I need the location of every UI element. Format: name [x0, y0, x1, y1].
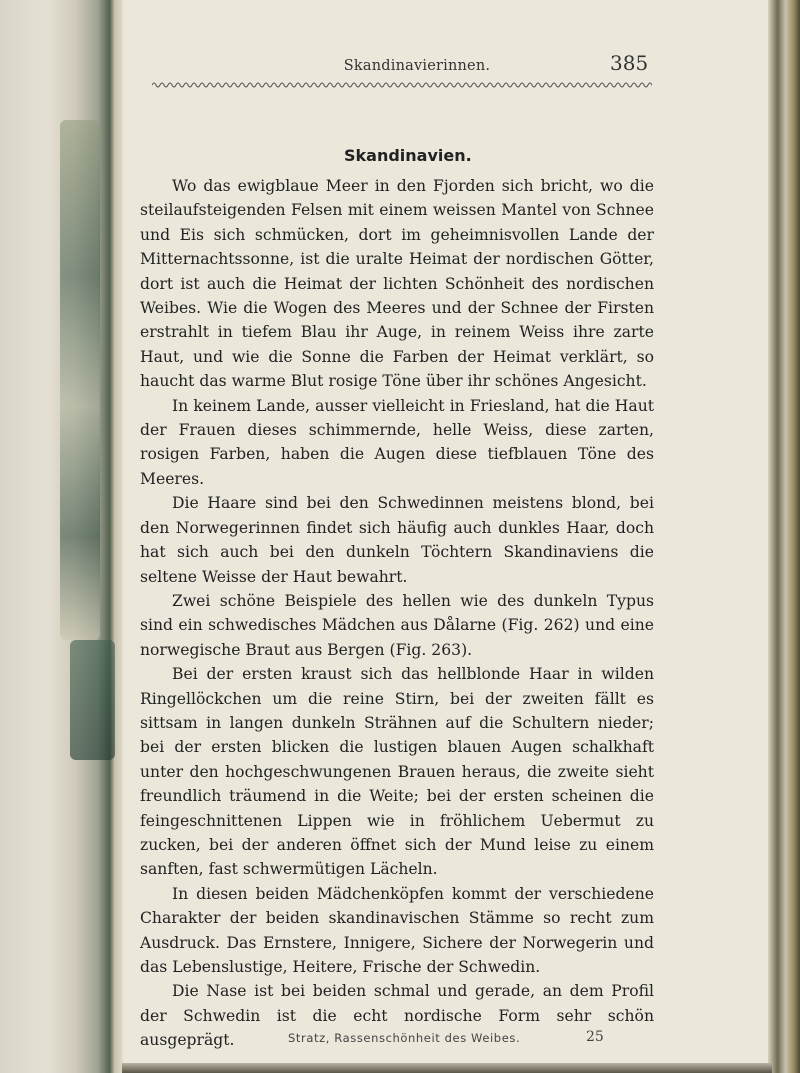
- body-text: [140, 174, 654, 1053]
- paragraph: Bei der ersten kraust sich das hellblonde Haar in wilden Ringellöckchen um die reine Stirn, bei der zweiten fällt es sittsam in langen dunkeln Strähnen auf die Schultern nieder; bei der ersten blicken die lustigen blauen Augen schalkhaft unter den hochgeschwungenen Brauen heraus, die zweite sieht freundlich träumend in die Weite; bei der ersten scheinen die feingeschnittenen Lippen wie in fröhlichem Uebermut zu zucken, bei der anderen öffnet sich der Mund leise zu einem sanften, fast schwermütigen Lächeln.: [140, 665, 654, 879]
- paragraph: In diesen beiden Mädchenköpfen kommt der verschiedene Charakter der beiden skandinavischen Stämme so recht zum Ausdruck. Das Ernstere, Innigere, Sichere der Norwegerin und das Lebenslustige, Heitere, Frische der Schwedin.: [140, 884, 654, 976]
- signature-line: Stratz, Rassenschönheit des Weibes.: [288, 1031, 521, 1045]
- paragraph: In keinem Lande, ausser vielleicht in Friesland, hat die Haut der Frauen dieses schimmernde, helle Weiss, diese zarten, rosigen Farben, haben die Augen diese tiefblauen Töne des Meeres.: [140, 396, 654, 488]
- image-fragment: [60, 120, 100, 640]
- paragraph: Die Nase ist bei beiden schmal und gerade, an dem Profil der Schwedin ist die echt nordische Form sehr schön ausgeprägt.: [140, 982, 654, 1050]
- page-number: 385: [610, 51, 649, 75]
- decorative-rule: [152, 80, 652, 90]
- book-edge: [768, 0, 800, 1073]
- image-fragment: [70, 640, 115, 760]
- page-bottom-edge: [122, 1063, 772, 1073]
- paragraph: Wo das ewigblaue Meer in den Fjorden sich bricht, wo die steilaufsteigenden Felsen mit einem weissen Mantel von Schnee und Eis sich schmücken, dort im geheimnisvollen Lande der Mitternachtssonne, ist die uralte Heimat der nordischen Götter, dort ist auch die Heimat der lichten Schönheit des nordischen Weibes. Wie die Wogen des Meeres und der Schnee der Firsten erstrahlt in tiefem Blau ihr Auge, in reinem Weiss ihre zarte Haut, und wie die Sonne die Farben der Heimat verklärt, so haucht das warme Blut rosige Töne über ihr schönes Angesicht.: [140, 177, 654, 391]
- section-title: Skandinavien.: [344, 146, 472, 165]
- running-title: Skandinavierinnen.: [343, 58, 491, 74]
- paragraph: Zwei schöne Beispiele des hellen wie des dunkeln Typus sind ein schwedisches Mädchen aus Dålarne (Fig. 262) und eine norwegische Braut aus Bergen (Fig. 263).: [140, 591, 654, 659]
- adjacent-page-edge: [0, 0, 122, 1073]
- sheet-number: 25: [586, 1029, 604, 1045]
- paragraph: Die Haare sind bei den Schwedinnen meistens blond, bei den Norwegerinnen findet sich häufig auch dunkles Haar, doch hat sich auch bei den dunkeln Töchtern Skandinaviens die seltene Weisse der Haut bewahrt.: [140, 494, 654, 586]
